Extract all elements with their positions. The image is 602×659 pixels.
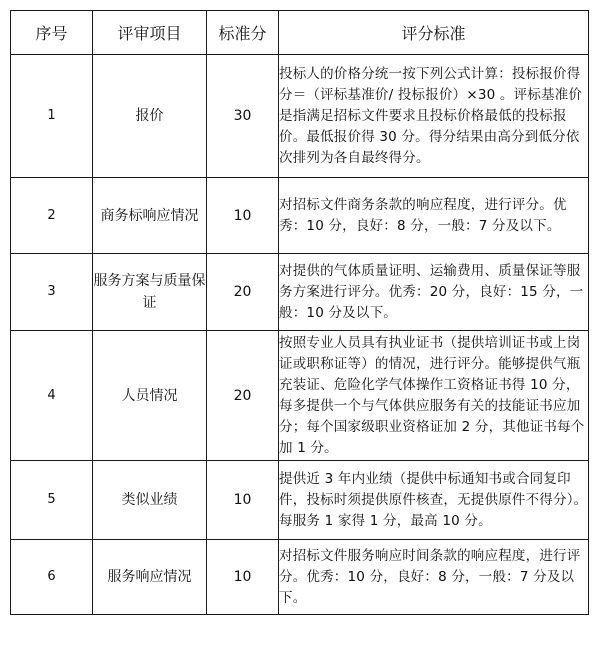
table-row (11, 331, 589, 461)
row-item: 人员情况 (93, 331, 207, 461)
table-row (11, 461, 589, 540)
row-item: 商务标响应情况 (93, 178, 207, 254)
header-score: 标准分 (207, 11, 279, 55)
header-num: 序号 (11, 11, 93, 55)
row-item: 服务方案与质量保证 (93, 254, 207, 331)
row-score: 20 (207, 331, 279, 461)
row-number: 1 (11, 55, 93, 178)
table-row (11, 540, 589, 615)
header-item: 评审项目 (93, 11, 207, 55)
row-item: 类似业绩 (93, 461, 207, 540)
row-criteria: 按照专业人员具有执业证书（提供培训证书或上岗证或职称证等）的情况，进行评分。能够提供气瓶充装证、危险化学气体操作工资格证书得 10 分，每多提供一个与气体供应服务有关的技能证书应加分；每个国家级职业资格证加 2 分，其他证书每个加 1 分。 (279, 331, 589, 461)
row-number: 4 (11, 331, 93, 461)
row-criteria: 投标人的价格分统一按下列公式计算：投标报价得分＝（评标基准价/ 投标报价）×30 。评标基准价是指满足招标文件要求且投标价格最低的投标报价。最低报价得 30 分。得分结果由高分到低分依次排列为各自最终得分。 (279, 55, 589, 178)
row-criteria: 对招标文件商务条款的响应程度，进行评分。优秀：10 分，良好：8 分，一般：7 分及以下。 (279, 178, 589, 254)
row-score: 30 (207, 55, 279, 178)
row-score: 20 (207, 254, 279, 331)
row-criteria: 提供近 3 年内业绩（提供中标通知书或合同复印件，投标时须提供原件核查，无提供原件不得分）。每服务 1 家得 1 分，最高 10 分。 (279, 461, 589, 540)
row-criteria: 对提供的气体质量证明、运输费用、质量保证等服务方案进行评分。优秀：20 分，良好：15 分，一般：10 分及以下。 (279, 254, 589, 331)
row-item: 报价 (93, 55, 207, 178)
row-number: 6 (11, 540, 93, 615)
row-score: 10 (207, 461, 279, 540)
row-number: 2 (11, 178, 93, 254)
row-score: 10 (207, 178, 279, 254)
header-row (11, 11, 589, 55)
header-criteria: 评分标准 (279, 11, 589, 55)
table-row (11, 55, 589, 178)
row-criteria: 对招标文件服务响应时间条款的响应程度，进行评分。优秀：10 分，良好：8 分，一般：7 分及以下。 (279, 540, 589, 615)
row-score: 10 (207, 540, 279, 615)
row-number: 5 (11, 461, 93, 540)
table-row (11, 254, 589, 331)
row-number: 3 (11, 254, 93, 331)
scoring-table (10, 10, 589, 615)
row-item: 服务响应情况 (93, 540, 207, 615)
table-row (11, 178, 589, 254)
